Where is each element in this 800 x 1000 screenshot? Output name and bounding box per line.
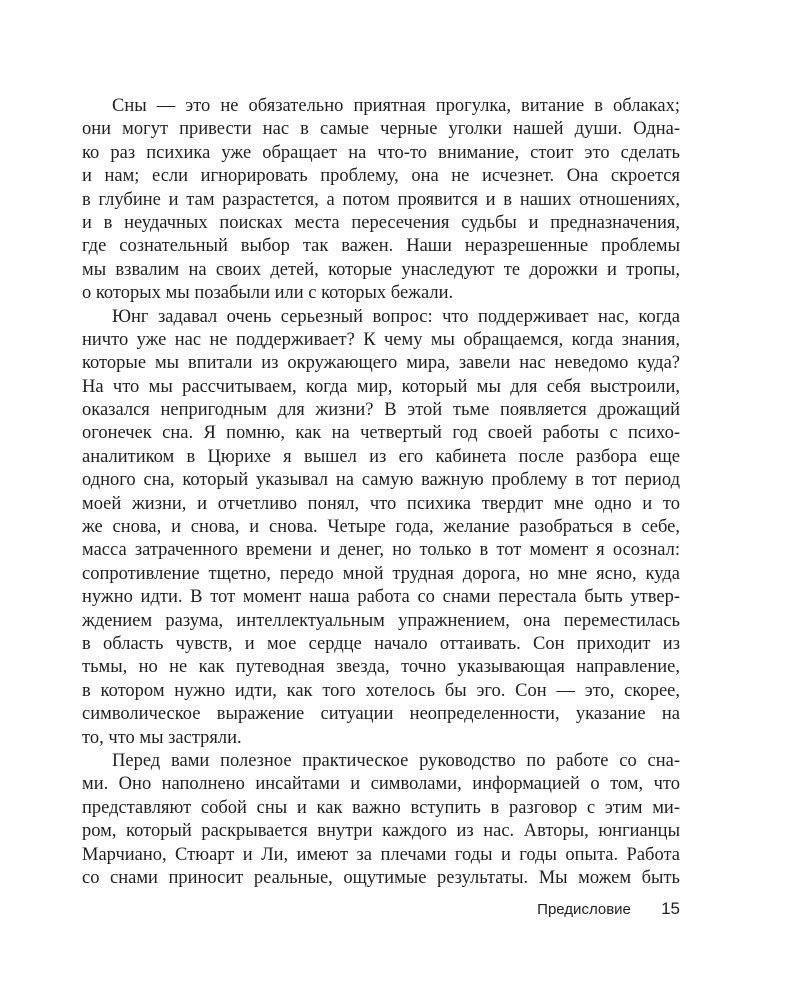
text-line: ром, который раскрывается внутри каждого из нас. Авторы, юнгианцы <box>82 821 680 842</box>
text-line: масса затраченного времени и денег, но только в тот момент я осознал: <box>82 540 680 561</box>
text-line: ми. Оно наполнено инсайтами и символами, информацией о том, что <box>82 774 680 795</box>
text-line: моей жизни, и отчетливо понял, что психика твердит мне одно и то <box>82 493 680 514</box>
body-text <box>82 95 680 890</box>
text-line: ничто уже нас не поддерживает? К чему мы обращаемся, когда знания, <box>82 329 680 350</box>
text-line: и нам; если игнорировать проблему, она не исчезнет. Она скроется <box>82 166 680 187</box>
text-line: где сознательный выбор так важен. Наши неразрешенные проблемы <box>82 236 680 257</box>
text-line: со снами приносит реальные, ощутимые результаты. Мы можем быть <box>82 867 680 888</box>
text-line: сопротивление тщетно, передо мной трудная дорога, но мне ясно, куда <box>82 563 680 584</box>
text-line: нужно идти. В тот момент наша работа со снами перестала быть утвер- <box>82 587 680 608</box>
text-line: в глубине и там разрастется, а потом проявится и в наших отношениях, <box>82 189 680 210</box>
text-line: ко раз психика уже обращает на что-то внимание, стоит это сделать <box>82 142 680 163</box>
text-line: одного сна, который указывал на самую важную проблему в тот период <box>82 470 680 491</box>
paragraph-1 <box>82 95 680 306</box>
text-line: Марчиано, Стюарт и Ли, имеют за плечами годы и годы опыта. Работа <box>82 844 680 865</box>
text-line: то, что мы застряли. <box>82 727 242 748</box>
text-line: и в неудачных поисках места пересечения судьбы и предназначения, <box>82 212 680 233</box>
text-line: Сны — это не обязательно приятная прогулка, витание в облаках; <box>112 96 680 116</box>
text-line: оказался непригодным для жизни? В этой тьме появляется дрожащий <box>82 400 680 421</box>
text-line: ждением разума, интеллектуальным упражнением, она переместилась <box>82 610 680 631</box>
running-footer-section-title: Предисловие <box>537 901 631 918</box>
text-line: которые мы впитали из окружающего мира, завели нас неведомо куда? <box>82 353 680 374</box>
text-line: На что мы рассчитываем, когда мир, который мы для себя выстроили, <box>82 376 680 397</box>
page-number: 15 <box>661 899 680 918</box>
text-line: они могут привести нас в самые черные уголки нашей души. Одна- <box>82 119 680 140</box>
text-line: в область чувств, и мое сердце начало оттаивать. Сон приходит из <box>82 633 680 654</box>
text-line: же снова, и снова, и снова. Четыре года, желание разобраться в себе, <box>82 517 680 538</box>
text-line: огонечек сна. Я помню, как на четвертый год своей работы с психо- <box>82 423 680 444</box>
text-line: в котором нужно идти, как того хотелось бы эго. Сон — это, скорее, <box>82 680 680 701</box>
paragraph-3 <box>82 750 680 890</box>
text-line: представляют собой сны и как важно вступить в разговор с этим ми- <box>82 797 680 818</box>
text-line: Перед вами полезное практическое руководство по работе со сна- <box>112 750 680 771</box>
text-line: Юнг задавал очень серьезный вопрос: что поддерживает нас, когда <box>112 306 680 327</box>
text-line: аналитиком в Цюрихе я вышел из его кабинета после разбора еще <box>82 446 680 467</box>
text-line: мы взвалим на своих детей, которые унаследуют те дорожки и тропы, <box>82 259 680 280</box>
paragraph-2 <box>82 306 680 750</box>
text-line: о которых мы позабыли или с которых бежали. <box>82 283 454 304</box>
text-line: символическое выражение ситуации неопределенности, указание на <box>82 704 680 725</box>
page-footer <box>537 900 680 919</box>
text-line: тьмы, но не как путеводная звезда, точно указывающая направление, <box>82 657 680 678</box>
